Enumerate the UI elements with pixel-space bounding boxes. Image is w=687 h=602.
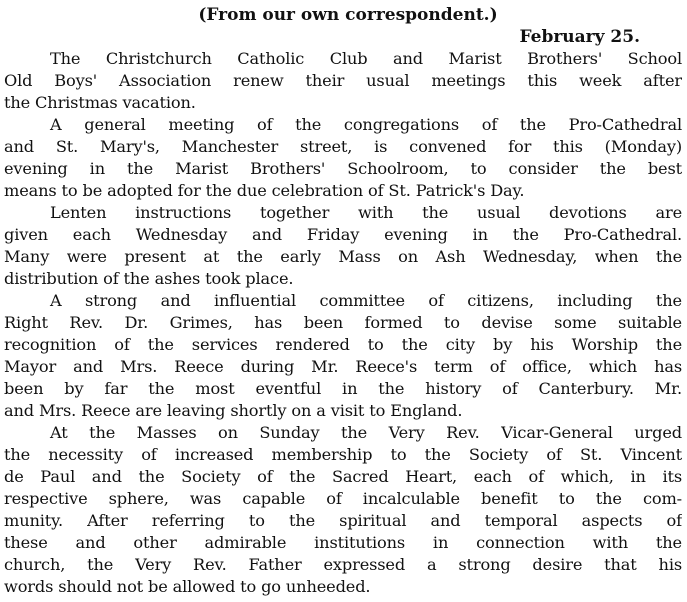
text-line: these and other admirable institutions in connection with the (4, 533, 682, 552)
text-line: Old Boys' Association renew their usual meetings this week after (4, 71, 682, 90)
text-line: The Christchurch Catholic Club and Marist Brothers' School (50, 49, 682, 68)
correspondent-heading: (From our own correspondent.) (198, 5, 498, 25)
text-line: respective sphere, was capable of incalculable benefit to the com- (4, 489, 682, 508)
text-line: Mayor and Mrs. Reece during Mr. Reece's term of office, which has (4, 357, 682, 376)
text-line: Right Rev. Dr. Grimes, has been formed to devise some suitable (4, 313, 682, 332)
text-line: been by far the most eventful in the history of Canterbury. Mr. (4, 379, 682, 398)
text-line: words should not be allowed to go unheeded. (4, 577, 371, 596)
text-line: A strong and influential committee of citizens, including the (50, 291, 682, 310)
text-line: means to be adopted for the due celebration of St. Patrick's Day. (4, 181, 525, 200)
text-line: the necessity of increased membership to the Society of St. Vincent (4, 445, 682, 464)
dateline: February 25. (519, 27, 640, 47)
text-line: given each Wednesday and Friday evening in the Pro-Cathedral. (4, 225, 682, 244)
paragraph-3 (4, 202, 682, 290)
text-line: church, the Very Rev. Father expressed a strong desire that his (4, 555, 682, 574)
text-line: munity. After referring to the spiritual and temporal aspects of (4, 511, 682, 530)
text-line: evening in the Marist Brothers' Schoolroom, to consider the best (4, 159, 682, 178)
paragraph-1 (4, 48, 682, 114)
text-line: distribution of the ashes took place. (4, 269, 294, 288)
paragraph-2 (4, 114, 682, 202)
article-body (4, 48, 682, 598)
text-line: A general meeting of the congregations of the Pro-Cathedral (50, 115, 682, 134)
paragraph-4 (4, 290, 682, 422)
text-line: At the Masses on Sunday the Very Rev. Vicar-General urged (50, 423, 682, 442)
text-line: the Christmas vacation. (4, 93, 196, 112)
text-line: de Paul and the Society of the Sacred Heart, each of which, in its (4, 467, 682, 486)
text-line: Lenten instructions together with the usual devotions are (50, 203, 682, 222)
paragraph-5 (4, 422, 682, 598)
text-line: and Mrs. Reece are leaving shortly on a visit to England. (4, 401, 463, 420)
text-line: Many were present at the early Mass on Ash Wednesday, when the (4, 247, 682, 266)
text-line: and St. Mary's, Manchester street, is convened for this (Monday) (4, 137, 682, 156)
text-line: recognition of the services rendered to the city by his Worship the (4, 335, 682, 354)
